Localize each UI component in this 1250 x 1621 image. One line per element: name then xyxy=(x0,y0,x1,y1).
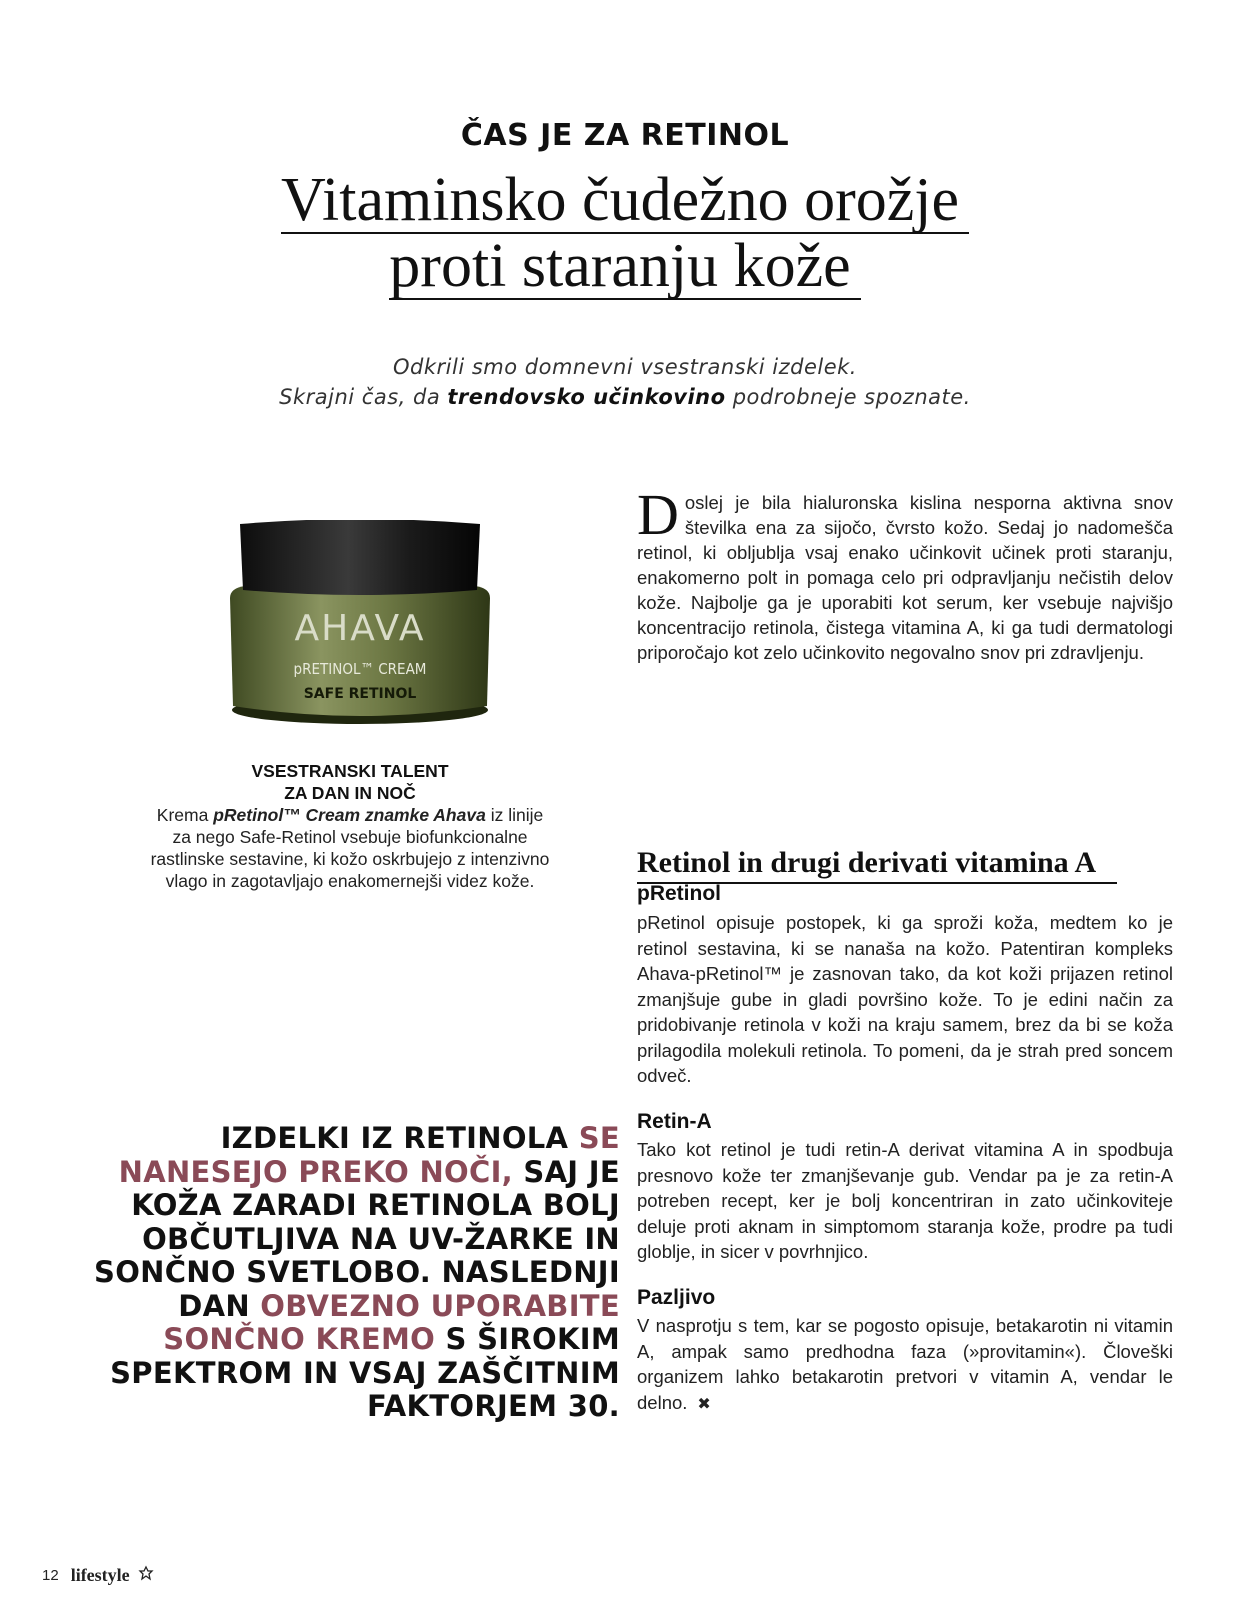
caption-title-2: ZA DAN IN NOČ xyxy=(284,783,416,803)
pull-quote-part-3: S ŠIROKIM SPEKTROM IN VSAJ ZAŠČITNIM FAKTORJEM 30. xyxy=(110,1322,620,1423)
product-line-1: pRETINOL™ CREAM xyxy=(293,660,427,678)
product-image xyxy=(225,520,495,730)
pull-quote xyxy=(60,1122,620,1424)
section-title: Retinol in drugi derivati vitamina A xyxy=(637,846,1117,884)
end-mark-icon: ✖ xyxy=(697,1395,711,1413)
pull-quote-part-2: SAJ JE KOŽA ZARADI RETINOLA BOLJ OBČUTLJIVA NA UV-ŽARKE IN SONČNO SVETLOBO. NASLEDNJI DAN xyxy=(94,1154,620,1323)
intro-paragraph xyxy=(637,482,1173,665)
paragraph-pazljivo xyxy=(637,1313,1173,1417)
pull-quote-part-1: IZDELKI IZ RETINOLA xyxy=(220,1121,579,1155)
drop-cap: D xyxy=(637,482,679,547)
caption-product: pRetinol™ Cream znamke Ahava xyxy=(213,805,486,825)
lead-line-2-pre: Skrajni čas, da xyxy=(279,385,448,409)
lead xyxy=(0,352,1250,412)
subheading-pazljivo: Pazljivo xyxy=(637,1286,716,1309)
headline xyxy=(0,168,1250,300)
headline-line-1: Vitaminsko čudežno orožje xyxy=(281,168,969,234)
page-number: 12 xyxy=(42,1567,59,1584)
caption-pre: Krema xyxy=(156,805,214,825)
flower-icon xyxy=(138,1565,154,1586)
headline-line-2: proti staranju kože xyxy=(389,234,860,300)
subheading-pretinol: pRetinol xyxy=(637,882,721,905)
caption-title-1: VSESTRANSKI TALENT xyxy=(251,761,449,781)
paragraph-retin-a: Tako kot retinol je tudi retin-A derivat vitamina A in spodbuja presnovo kože ter zmanjševanje gub. Vendar pa je za retin-A potreben recept, ker je bolj koncentriran in zato učinkoviteje deluje proti aknam in simptomom staranja kože, prodre pa tudi globlje, in sicer v povrhnjico. xyxy=(637,1139,1173,1262)
pull-quote-highlight-2: OBVEZNO UPORABITE SONČNO KREMO xyxy=(163,1288,620,1356)
pazljivo-text: V nasprotju s tem, kar se pogosto opisuje, betakarotin ni vitamin A, ampak samo predhodna faza (»provitamin«). Človeški organizem lahko betakarotin pretvori v vitamin A, vendar le delno. xyxy=(637,1315,1173,1413)
product-caption xyxy=(150,760,550,892)
paragraph-pretinol: pRetinol opisuje postopek, ki ga sproži koža, medtem ko je retinol sestavina, ki se nanaša na kožo. Patentiran kompleks Ahava-pRetinol™ je zasnovan tako, da kot koži prijazen retinol zmanjšuje gube in gladi površino kože. To je edini način za pridobivanje retinola v koži na kraju samem, brez da bi se koža prilagodila molekuli retinola. To pomeni, da je strah pred soncem odveč. xyxy=(637,912,1173,1086)
lead-line-1: Odkrili smo domnevni vsestranski izdelek. xyxy=(393,355,857,379)
lead-line-2-bold: trendovsko učinkovino xyxy=(447,385,726,409)
kicker: ČAS JE ZA RETINOL xyxy=(460,118,790,153)
pull-quote-highlight-1: SE NANESEJO PREKO NOČI, xyxy=(118,1121,620,1189)
cream-jar-icon xyxy=(225,520,495,730)
magazine-brand: lifestyle xyxy=(70,1565,130,1585)
lead-line-2-post: podrobneje spoznate. xyxy=(725,385,971,409)
caption-post: iz linije za nego Safe-Retinol vsebuje biofunkcionalne rastlinske sestavine, ki kožo oskrbujejo z intenzivno vlago in zagotavljajo enakomernejši videz kože. xyxy=(150,805,550,891)
intro-text: oslej je bila hialuronska kislina nesporna aktivna snov številka ena za sijočo, čvrsto kožo. Sedaj jo nadomešča retinol, ki obljublja vsaj enako učinkovit učinek proti staranju, enakomerno polt in pomaga celo pri odpravljanju nečistih delov kože. Najbolje ga je uporabiti kot serum, ker vsebuje najvišjo koncentracijo retinola, čistega vitamina A, ki ga tudi dermatologi priporočajo kot zelo učinkovito negovalno snov pri zdravljenju. xyxy=(637,492,1173,663)
product-brand: AHAVA xyxy=(294,608,426,649)
page-footer xyxy=(42,1565,154,1586)
subheading-retin-a: Retin-A xyxy=(637,1110,712,1133)
product-line-2: SAFE RETINOL xyxy=(303,686,417,702)
